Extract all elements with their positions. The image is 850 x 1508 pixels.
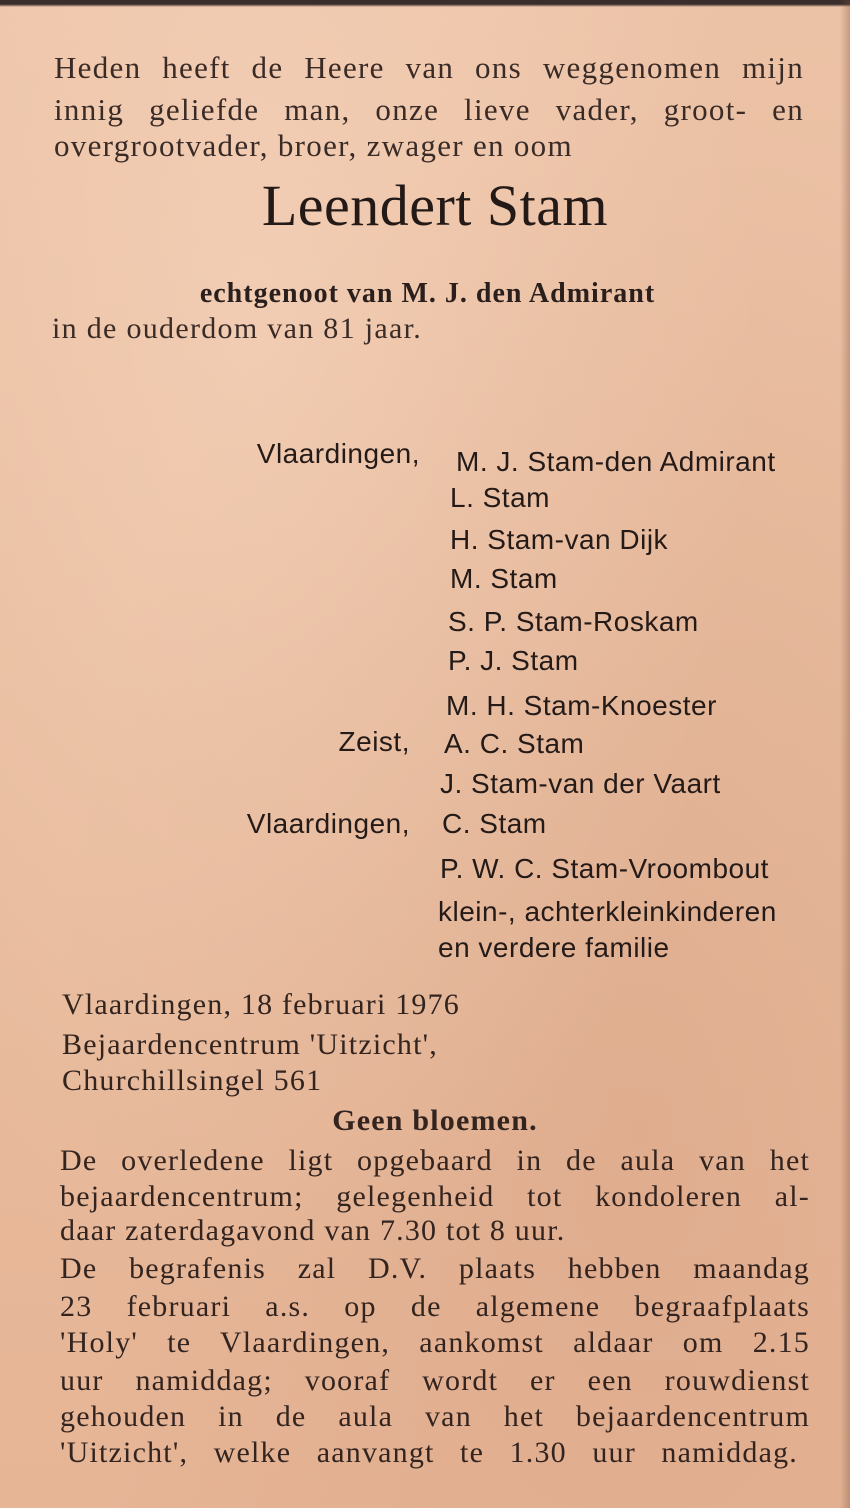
intro-line: innig geliefde man, onze lieve vader, groot- en: [54, 92, 804, 127]
top-border: [0, 0, 850, 7]
details-line: 'Uitzicht', welke aanvangt te 1.30 uur namiddag.: [60, 1436, 798, 1469]
family-member: S. P. Stam-Roskam: [448, 606, 699, 637]
details-line: gehouden in de aula van het bejaardencentrum: [60, 1400, 810, 1433]
address-line: Bejaardencentrum 'Uitzicht',: [62, 1028, 438, 1061]
family-member: en verdere familie: [438, 932, 670, 963]
details-line: De begrafenis zal D.V. plaats hebben maandag: [60, 1252, 810, 1285]
family-member: A. C. Stam: [444, 728, 585, 759]
family-member: M. J. Stam-den Admirant: [456, 446, 776, 477]
family-member: M. H. Stam-Knoester: [446, 690, 717, 721]
details-line: 23 februari a.s. op de algemene begraafplaats: [60, 1290, 810, 1323]
family-member: M. Stam: [450, 563, 558, 594]
details-line: daar zaterdagavond van 7.30 tot 8 uur.: [60, 1214, 566, 1247]
intro-line: Heden heeft de Heere van ons weggenomen mijn: [54, 50, 804, 85]
address-line: Churchillsingel 561: [62, 1064, 323, 1097]
details-line: De overledene ligt opgebaard in de aula van het: [60, 1144, 810, 1177]
family-member: C. Stam: [442, 808, 547, 839]
details-line: 'Holy' te Vlaardingen, aankomst aldaar om 2.15: [60, 1326, 810, 1359]
family-member: P. J. Stam: [448, 645, 579, 676]
family-member: J. Stam-van der Vaart: [440, 768, 721, 799]
family-member: L. Stam: [450, 482, 550, 513]
details-line: uur namiddag; vooraf wordt er een rouwdienst: [60, 1364, 810, 1397]
family-member: klein-, achterkleinkinderen: [438, 896, 777, 927]
family-place: Vlaardingen,: [246, 808, 410, 839]
spouse-line: echtgenoot van M. J. den Admirant: [199, 278, 656, 309]
deceased-name: Leendert Stam: [261, 173, 609, 238]
family-member: H. Stam-van Dijk: [450, 524, 669, 555]
family-place: Vlaardingen,: [256, 438, 420, 469]
details-line: bejaardencentrum; gelegenheid tot kondoleren al-: [60, 1180, 810, 1213]
age-line: in de ouderdom van 81 jaar.: [52, 312, 423, 345]
family-place: Zeist,: [338, 726, 410, 757]
date-line: Vlaardingen, 18 februari 1976: [62, 988, 461, 1021]
intro-line: overgrootvader, broer, zwager en oom: [54, 128, 573, 163]
family-member: P. W. C. Stam-Vroombout: [440, 853, 769, 884]
no-flowers-notice: Geen bloemen.: [332, 1104, 538, 1137]
